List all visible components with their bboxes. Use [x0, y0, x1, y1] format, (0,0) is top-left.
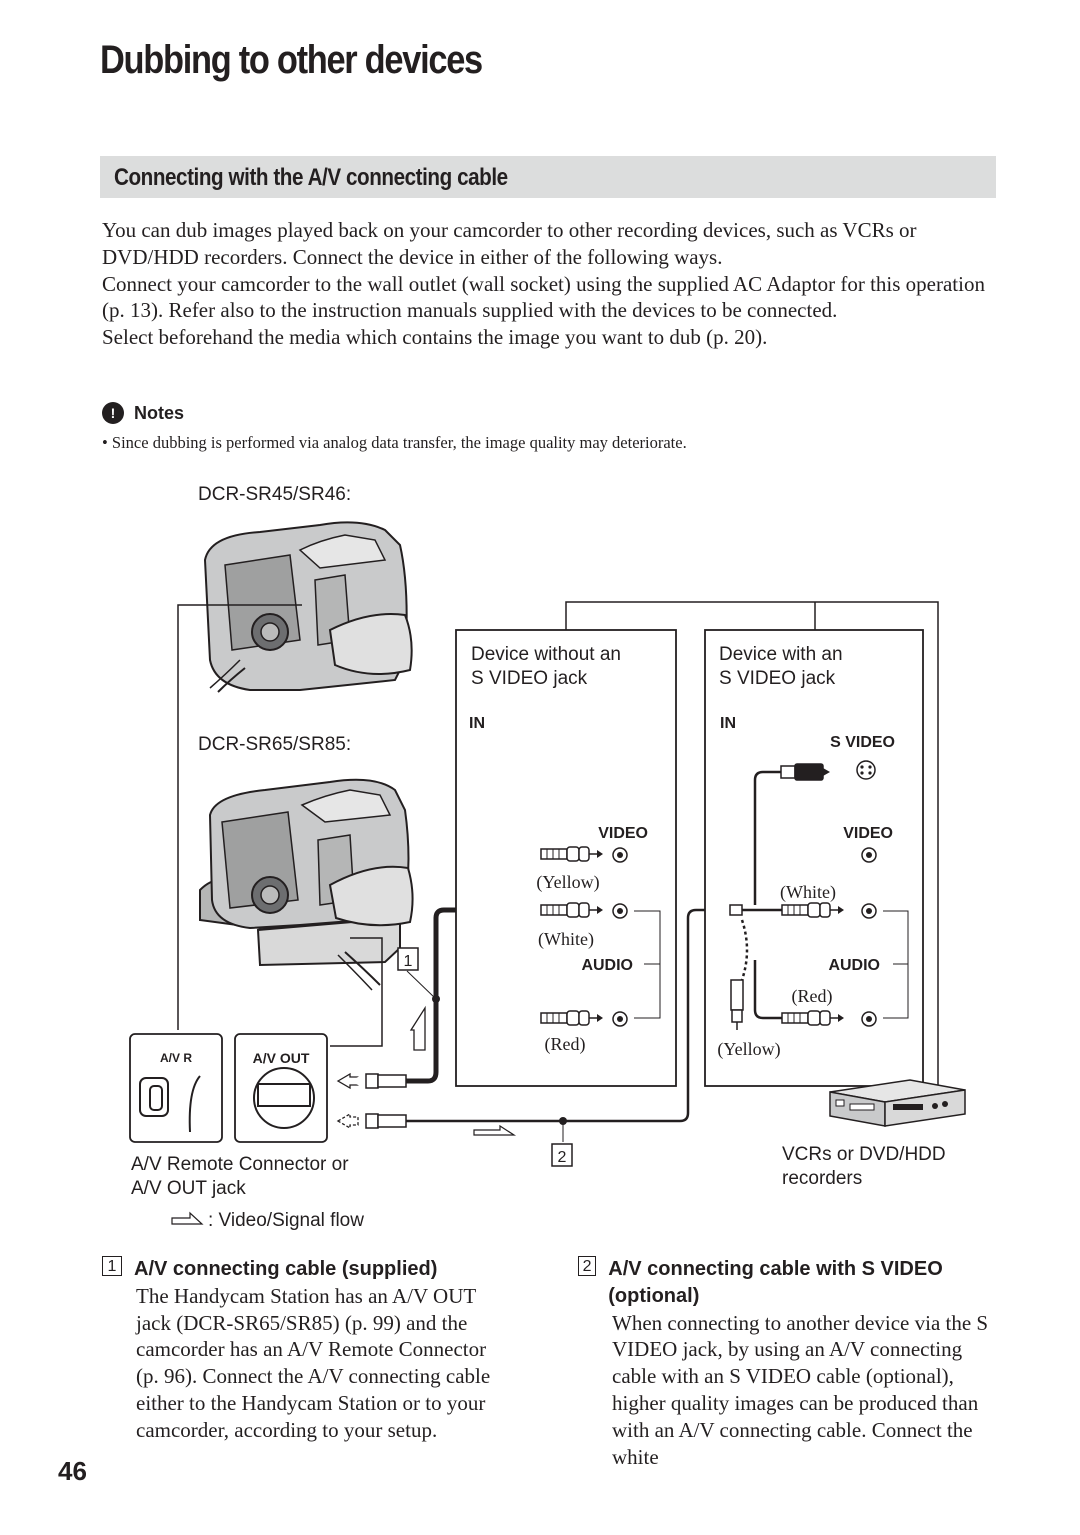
label-white-2: (White) [780, 882, 836, 902]
marker-1: 1 [403, 953, 413, 970]
device-with-svideo-box [705, 630, 923, 1086]
section-header-bar [100, 156, 996, 198]
connector-caption-line2: A/V OUT jack [131, 1178, 246, 1199]
item-1-number: 1 [102, 1256, 122, 1276]
recorder-caption-line2: recorders [782, 1168, 863, 1189]
page-title: Dubbing to other devices [100, 38, 482, 82]
intro-paragraph-1: You can dub images played back on your camcorder to other recording devices, such as VCRs or DVD/HDD recorders. Connect the device in either of the following ways. [102, 218, 917, 269]
item-1-description [102, 1256, 502, 1444]
model-label-sr45: DCR-SR45/SR46: [198, 484, 352, 505]
audio-label-2: AUDIO [828, 957, 880, 974]
recorder-caption-line1: VCRs or DVD/HDD [782, 1144, 946, 1165]
av-out-jack-panel [235, 1034, 327, 1142]
av-out-label: A/V OUT [252, 1050, 310, 1066]
notes-warning-icon: ! [102, 402, 124, 424]
av-r-label: A/V R [159, 1051, 193, 1065]
section-title: Connecting with the A/V connecting cable [114, 164, 508, 191]
signal-flow-legend: : Video/Signal flow [208, 1210, 364, 1231]
label-yellow-1: (Yellow) [536, 872, 600, 892]
svideo-jack-icon [857, 761, 875, 779]
item-2-description [578, 1256, 998, 1470]
device-without-line1: Device without an [471, 644, 621, 665]
audio-jack-left-2 [862, 904, 876, 918]
note-text: Since dubbing is performed via analog data transfer, the image quality may deteriorate. [111, 433, 687, 452]
connector-caption-line1: A/V Remote Connector or [131, 1154, 349, 1175]
device-without-line2: S VIDEO jack [471, 668, 588, 689]
notes-heading [102, 402, 184, 424]
video-label-2: VIDEO [843, 825, 893, 842]
signal-flow-legend-icon [172, 1213, 202, 1224]
audio-jack-right-1 [613, 1012, 627, 1026]
label-red-2: (Red) [791, 986, 833, 1006]
item-1-heading: A/V connecting cable (supplied) [134, 1258, 438, 1280]
audio-label-1: AUDIO [581, 957, 633, 974]
intro-text [102, 217, 1002, 351]
svideo-label: S VIDEO [830, 734, 895, 751]
audio-jack-left-1 [613, 904, 627, 918]
intro-paragraph-3: Select beforehand the media which contains the image you want to dub (p. 20). [102, 325, 768, 350]
av-remote-connector-panel [130, 1034, 222, 1142]
note-item [102, 433, 687, 453]
item-2-body: When connecting to another device via the S VIDEO jack, by using an A/V connecting cable with an S VIDEO cable (optional), higher quality images can be produced than with an A/V connecting cable. Connect the white [612, 1310, 989, 1469]
in-label-2: IN [720, 715, 736, 732]
marker-2: 2 [557, 1149, 567, 1166]
audio-jack-right-2 [862, 1012, 876, 1026]
camcorder-sr45-illustration [205, 522, 412, 692]
device-with-line2: S VIDEO jack [719, 668, 836, 689]
item-2-heading: A/V connecting cable with S VIDEO (optional) [608, 1258, 943, 1307]
camcorder-sr65-illustration [200, 780, 413, 990]
in-label-1: IN [469, 715, 485, 732]
item-1-body: The Handycam Station has an A/V OUT jack (DCR-SR65/SR85) (p. 99) and the camcorder has an A/V Remote Connector (p. 96). Connect the A/V connecting cable either to the Handycam Station or to your camcorder, according to your setup. [136, 1283, 491, 1442]
vcr-recorder-illustration [830, 1080, 965, 1126]
device-with-line1: Device with an [719, 644, 843, 665]
label-yellow-2: (Yellow) [717, 1039, 781, 1059]
video-jack-2 [862, 848, 876, 862]
video-label-1: VIDEO [598, 825, 648, 842]
video-jack-1 [613, 848, 627, 862]
label-red-1: (Red) [544, 1034, 586, 1054]
intro-paragraph-2: Connect your camcorder to the wall outlet (wall socket) using the supplied AC Adaptor for this operation (p. 13). Refer also to the instruction manuals supplied with the devices to be connected. [102, 271, 985, 323]
connection-diagram [0, 470, 1080, 1240]
label-white-1: (White) [538, 929, 594, 949]
bullet-icon: • [102, 433, 112, 452]
item-2-number: 2 [578, 1256, 596, 1276]
notes-heading-label: Notes [134, 402, 185, 423]
model-label-sr65: DCR-SR65/SR85: [198, 734, 352, 755]
device-without-svideo-box [456, 630, 676, 1086]
page-number: 46 [58, 1456, 87, 1486]
